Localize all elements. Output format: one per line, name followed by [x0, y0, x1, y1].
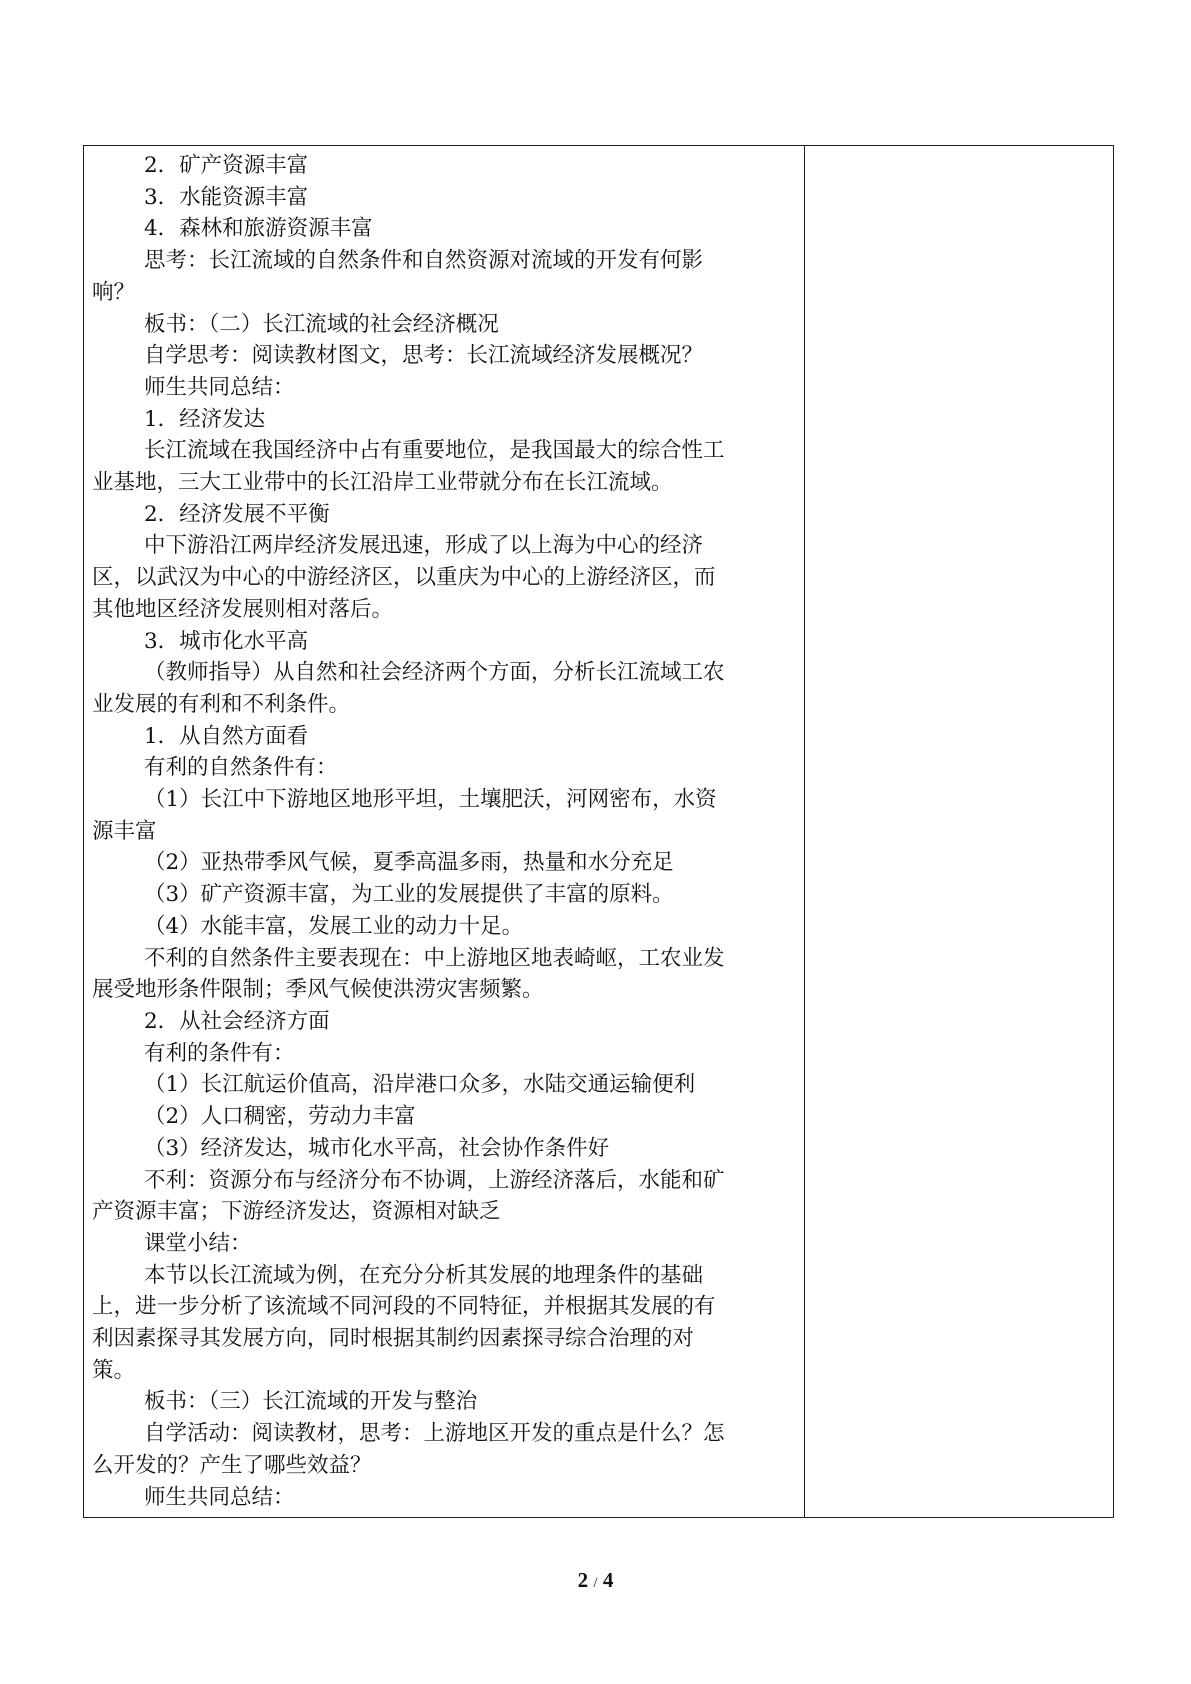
text-line: 业发展的有利和不利条件。 — [92, 691, 351, 717]
text-line: 长江流域在我国经济中占有重要地位，是我国最大的综合性工 — [144, 438, 725, 464]
text-line: 其他地区经济发展则相对落后。 — [92, 596, 394, 622]
text-line: 4．森林和旅游资源丰富 — [144, 216, 373, 242]
text-line: 3．水能资源丰富 — [144, 184, 309, 210]
page-separator: / — [593, 1575, 598, 1591]
text-line: （1）长江航运价值高，沿岸港口众多，水陆交通运输便利 — [144, 1072, 696, 1098]
text-line: 自学思考：阅读教材图文，思考：长江流域经济发展概况？ — [144, 343, 704, 369]
notes-cell — [805, 146, 1113, 1517]
text-line: 3．城市化水平高 — [144, 628, 309, 654]
text-line: 思考：长江流域的自然条件和自然资源对流域的开发有何影 — [144, 248, 704, 274]
text-line: 利因素探寻其发展方向，同时根据其制约因素探寻综合治理的对 — [92, 1326, 695, 1352]
page-total: 4 — [602, 1568, 614, 1592]
lesson-table — [83, 145, 1114, 1518]
text-line: （3）经济发达，城市化水平高，社会协作条件好 — [144, 1135, 610, 1161]
text-line: 上，进一步分析了该流域不同河段的不同特征，并根据其发展的有 — [92, 1294, 716, 1320]
text-line: 源丰富 — [92, 818, 157, 844]
text-line: 业基地，三大工业带中的长江沿岸工业带就分布在长江流域。 — [92, 470, 673, 496]
text-line: 1．从自然方面看 — [144, 723, 309, 749]
text-line: 课堂小结： — [144, 1230, 252, 1256]
page-number — [0, 1568, 1191, 1593]
text-line: 师生共同总结： — [144, 1484, 295, 1510]
text-line: （4）水能丰富，发展工业的动力十足。 — [144, 913, 524, 939]
text-line: 不利的自然条件主要表现在：中上游地区地表崎岖，工农业发 — [144, 945, 725, 971]
text-line: 1．经济发达 — [144, 406, 266, 432]
text-line: 中下游沿江两岸经济发展迅速，形成了以上海为中心的经济 — [144, 533, 704, 559]
text-line: （2）亚热带季风气候，夏季高温多雨，热量和水分充足 — [144, 850, 674, 876]
text-line: （教师指导）从自然和社会经济两个方面，分析长江流域工农 — [144, 660, 725, 686]
text-line: 策。 — [92, 1357, 136, 1383]
text-line: （1）长江中下游地区地形平坦，土壤肥沃，河网密布，水资 — [144, 787, 717, 813]
text-line: 2．从社会经济方面 — [144, 1008, 330, 1034]
text-line: 不利：资源分布与经济分布不协调，上游经济落后，水能和矿 — [144, 1167, 725, 1193]
text-line: 2．经济发展不平衡 — [144, 501, 330, 527]
text-line: 本节以长江流域为例，在充分分析其发展的地理条件的基础 — [144, 1262, 704, 1288]
text-line: 有利的自然条件有： — [144, 755, 338, 781]
text-line: 有利的条件有： — [144, 1040, 295, 1066]
text-line: 板书：（三）长江流域的开发与整治 — [144, 1389, 478, 1415]
lesson-content-cell — [84, 146, 805, 1517]
text-line: 板书：（二）长江流域的社会经济概况 — [144, 311, 499, 337]
page-current: 2 — [577, 1568, 589, 1592]
text-line: 区，以武汉为中心的中游经济区，以重庆为中心的上游经济区，而 — [92, 565, 716, 591]
text-line: 自学活动：阅读教材，思考：上游地区开发的重点是什么？怎 — [144, 1421, 725, 1447]
text-line: 展受地形条件限制；季风气候使洪涝灾害频繁。 — [92, 977, 544, 1003]
text-line: （3）矿产资源丰富，为工业的发展提供了丰富的原料。 — [144, 882, 674, 908]
text-line: 产资源丰富；下游经济发达，资源相对缺乏 — [92, 1199, 501, 1225]
text-line: 响？ — [92, 279, 136, 305]
text-line: 么开发的？产生了哪些效益？ — [92, 1452, 372, 1478]
text-line: （2）人口稠密，劳动力丰富 — [144, 1104, 416, 1130]
text-line: 师生共同总结： — [144, 374, 295, 400]
text-line: 2．矿产资源丰富 — [144, 153, 309, 178]
